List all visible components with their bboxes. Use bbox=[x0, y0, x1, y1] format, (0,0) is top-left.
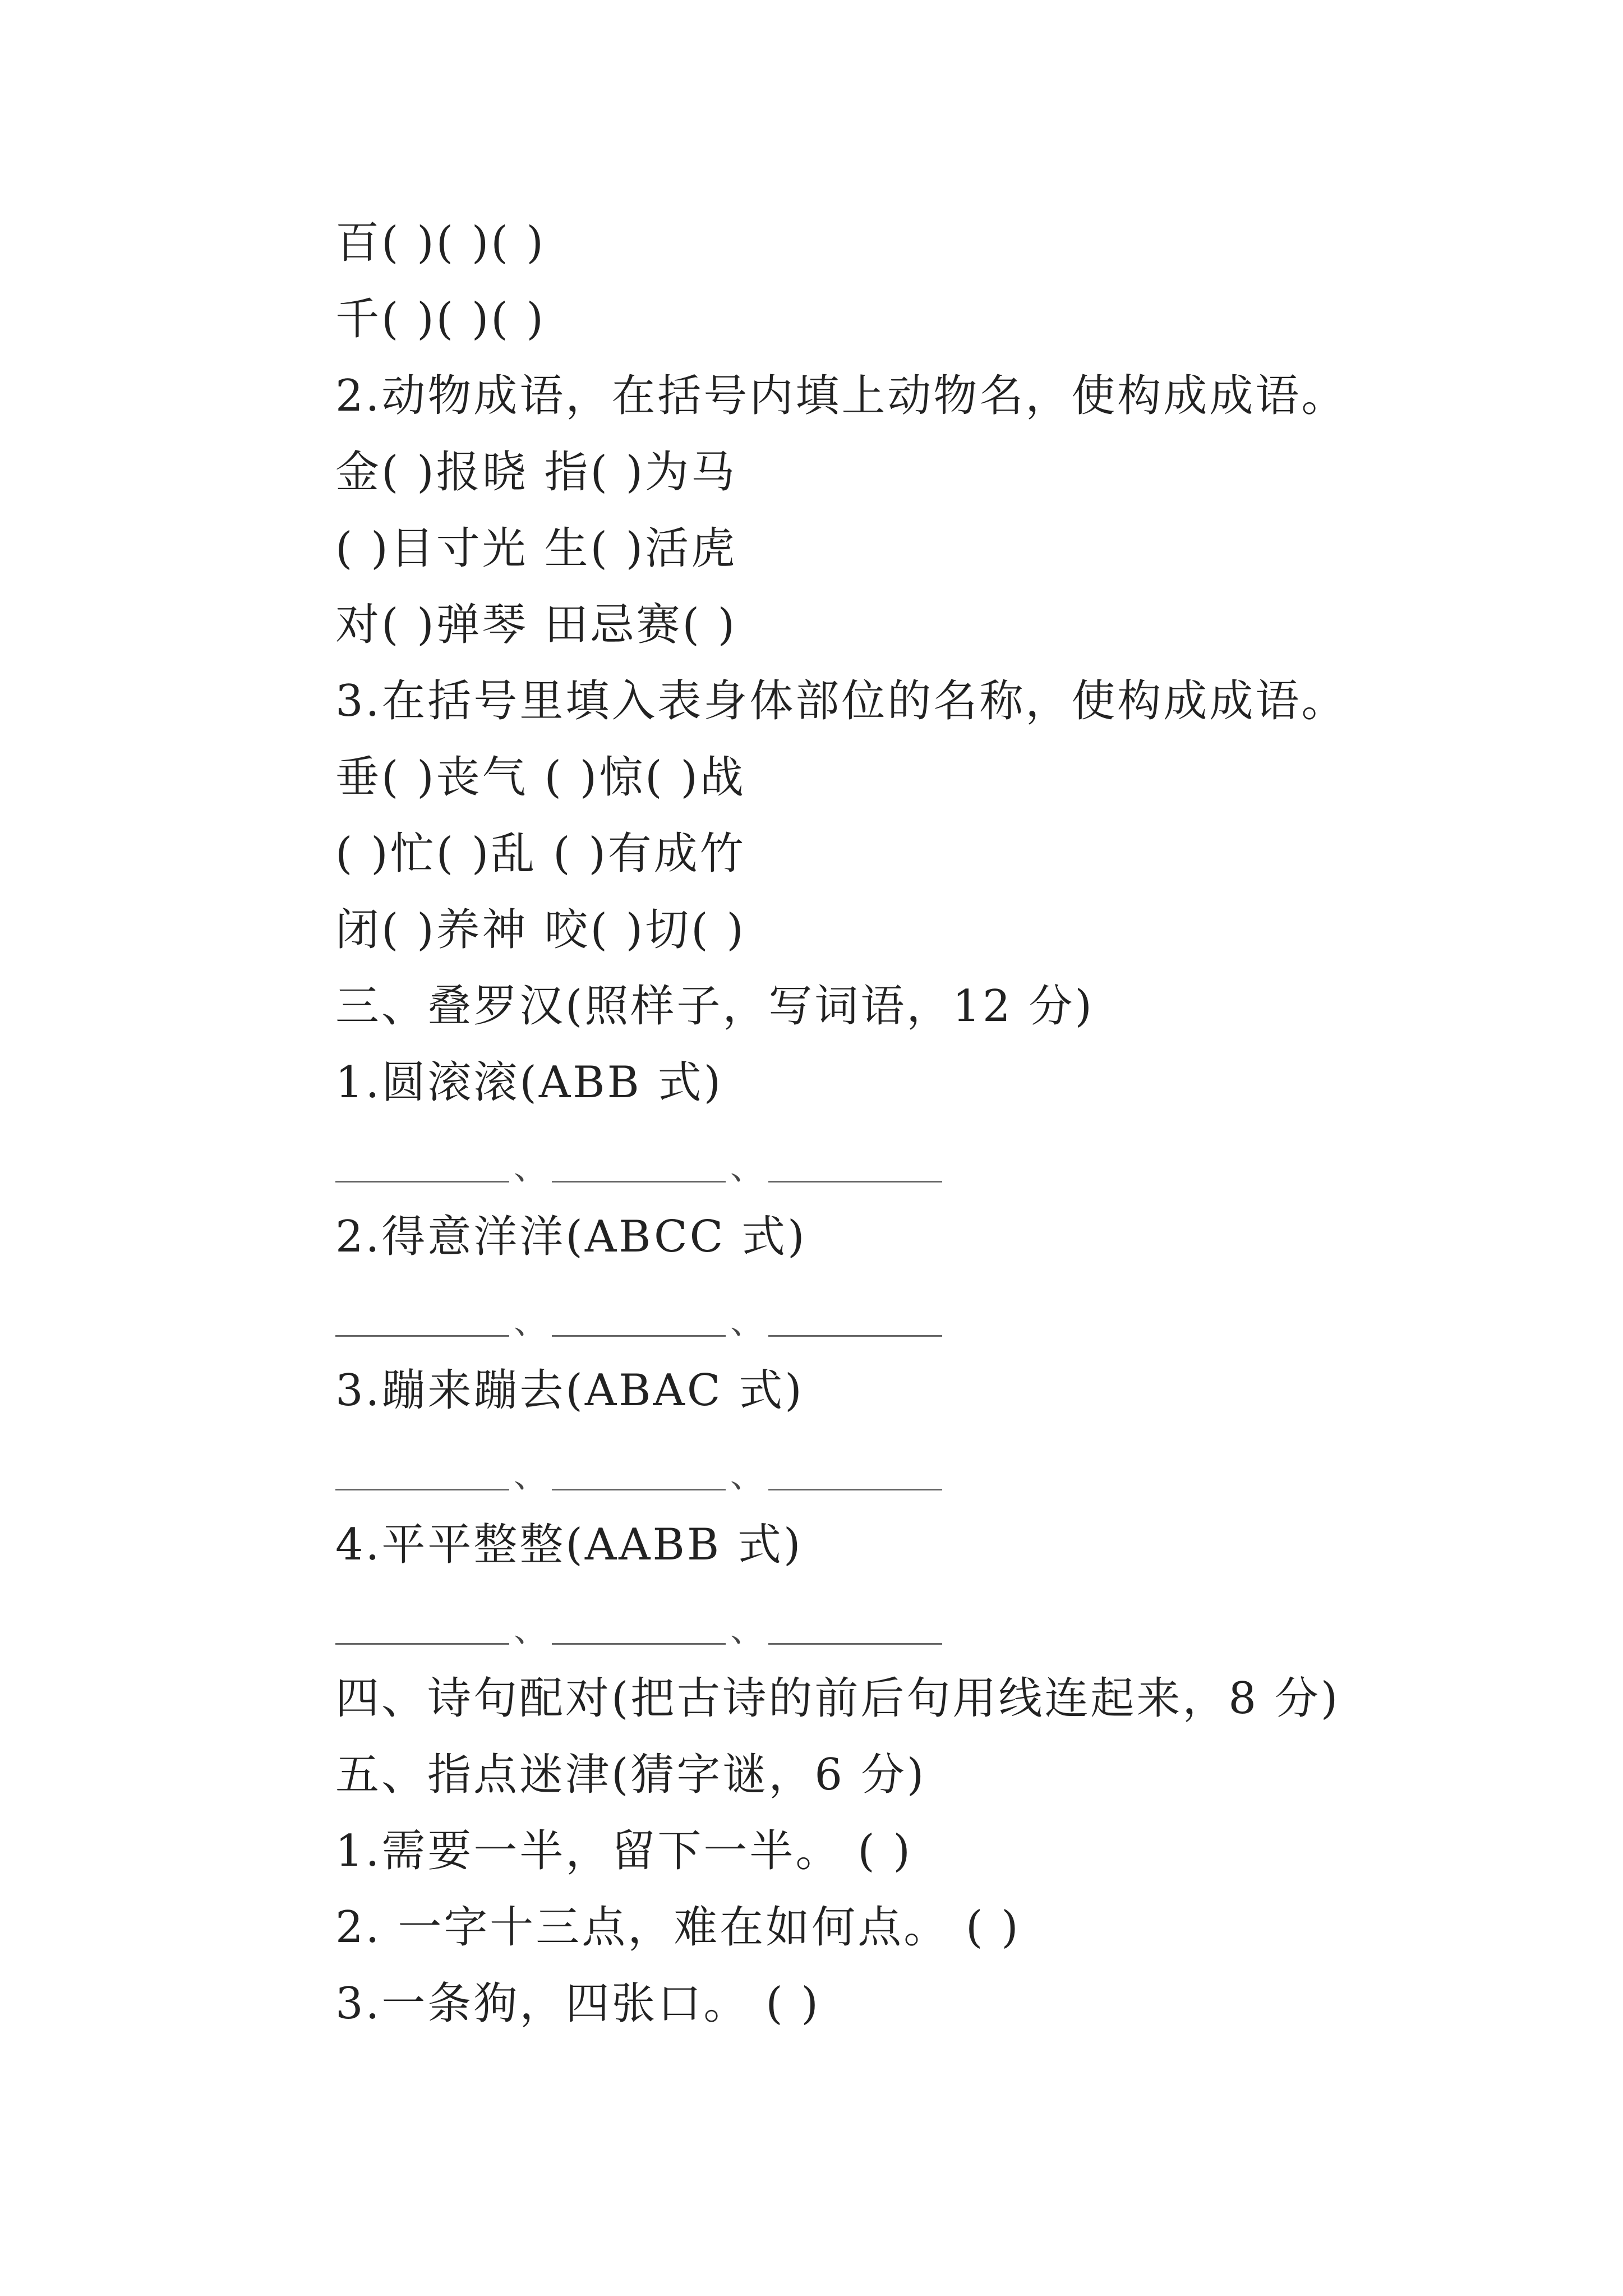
section-5-heading: 五、指点迷津(猜字谜，6 分) bbox=[335, 1750, 926, 1800]
thousand-idiom-row: 千( )( )( ) bbox=[335, 294, 546, 344]
answer-blank[interactable] bbox=[552, 1170, 726, 1182]
answer-blank[interactable] bbox=[335, 1632, 509, 1645]
answer-blank[interactable] bbox=[552, 1632, 726, 1645]
riddle-2: 2. 一字十三点，难在如何点。 ( ) bbox=[335, 1902, 1021, 1953]
animal-idiom-row-3: 对( )弹琴 田忌赛( ) bbox=[335, 600, 737, 650]
answer-blanks-aabb bbox=[335, 1611, 942, 1650]
answer-blanks-abb bbox=[335, 1148, 942, 1188]
question-3-heading: 3.在括号里填入表身体部位的名称，使构成成语。 bbox=[335, 676, 1348, 726]
pattern-aabb-prompt: 4.平平整整(AABB 式) bbox=[335, 1520, 803, 1570]
answer-blank[interactable] bbox=[335, 1324, 509, 1337]
answer-blank[interactable] bbox=[335, 1170, 509, 1182]
answer-blank[interactable] bbox=[768, 1170, 942, 1182]
riddle-3: 3.一条狗，四张口。 ( ) bbox=[335, 1978, 820, 2029]
question-2-heading: 2.动物成语，在括号内填上动物名，使构成成语。 bbox=[335, 371, 1348, 421]
separator: 、 bbox=[730, 1148, 764, 1188]
answer-blank[interactable] bbox=[335, 1478, 509, 1490]
pattern-abcc-prompt: 2.得意洋洋(ABCC 式) bbox=[335, 1212, 807, 1262]
section-4-heading: 四、诗句配对(把古诗的前后句用线连起来，8 分) bbox=[335, 1673, 1340, 1724]
separator: 、 bbox=[514, 1611, 547, 1650]
answer-blank[interactable] bbox=[768, 1324, 942, 1337]
body-part-idiom-row-3: 闭( )养神 咬( )切( ) bbox=[335, 905, 746, 955]
hundred-idiom-row: 百( )( )( ) bbox=[335, 218, 546, 268]
separator: 、 bbox=[730, 1611, 764, 1650]
body-part-idiom-row-1: 垂( )丧气 ( )惊( )战 bbox=[335, 752, 746, 803]
answer-blank[interactable] bbox=[768, 1632, 942, 1645]
body-part-idiom-row-2: ( )忙( )乱 ( )有成竹 bbox=[335, 829, 746, 879]
separator: 、 bbox=[514, 1148, 547, 1188]
separator: 、 bbox=[514, 1303, 547, 1342]
separator: 、 bbox=[514, 1456, 547, 1496]
pattern-abb-prompt: 1.圆滚滚(ABB 式) bbox=[335, 1057, 723, 1108]
riddle-1: 1.需要一半，留下一半。 ( ) bbox=[335, 1826, 912, 1876]
pattern-abac-prompt: 3.蹦来蹦去(ABAC 式) bbox=[335, 1365, 804, 1416]
answer-blank[interactable] bbox=[552, 1478, 726, 1490]
animal-idiom-row-2: ( )目寸光 生( )活虎 bbox=[335, 523, 737, 574]
answer-blank[interactable] bbox=[768, 1478, 942, 1490]
answer-blanks-abcc bbox=[335, 1303, 942, 1342]
separator: 、 bbox=[730, 1456, 764, 1496]
answer-blanks-abac bbox=[335, 1456, 942, 1496]
answer-blank[interactable] bbox=[552, 1324, 726, 1337]
animal-idiom-row-1: 金( )报晓 指( )为马 bbox=[335, 447, 737, 498]
section-3-heading: 三、叠罗汉(照样子，写词语，12 分) bbox=[335, 981, 1094, 1032]
separator: 、 bbox=[730, 1303, 764, 1342]
